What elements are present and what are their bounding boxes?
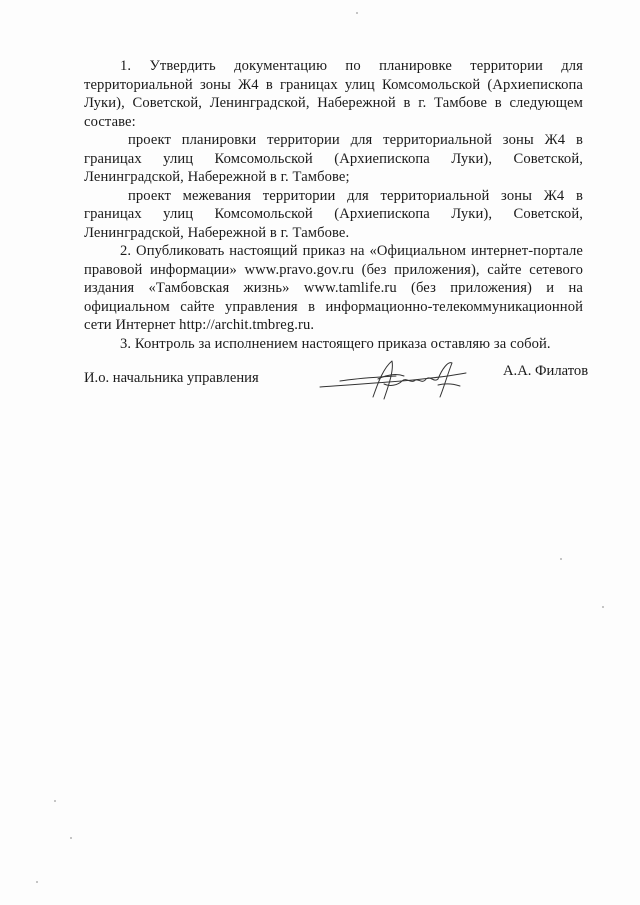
scan-speck [560,558,562,560]
signatory-position: И.о. начальника управления [84,370,259,386]
signature-block [0,363,640,413]
document-body [84,57,583,353]
handwritten-signature [318,357,468,407]
item-1-subitem-land-survey-project: проект межевания территории для территориальной зоны Ж4 в границах улиц Комсомольской (Архиепископа Луки), Советской, Ленинградской, Набережной в г. Тамбове. [84,187,583,241]
scan-speck [356,12,358,14]
scan-speck [602,606,604,608]
item-3-paragraph: 3. Контроль за исполнением настоящего приказа оставляю за собой. [120,335,551,352]
scan-speck [70,837,72,839]
scan-speck [54,800,56,802]
signatory-name: А.А. Филатов [503,363,589,379]
item-2-paragraph: 2. Опубликовать настоящий приказ на «Официальном интернет-портале правовой информации» www.pravo.gov.ru (без приложения), сайте сетевого издания «Тамбовская жизнь» www.tamlife.ru (без приложения) и на официальном сайте управления в информационно-телекоммуникационной сети Интернет http://archit.tmbreg.ru. [84,243,583,333]
item-1-subitem-planning-project: проект планировки территории для территориальной зоны Ж4 в границах улиц Комсомольской (Архиепископа Луки), Советской, Ленинградской, Набережной в г. Тамбове; [84,132,583,185]
scan-speck [36,881,38,883]
item-1-paragraph: 1. Утвердить документацию по планировке территории для территориальной зоны Ж4 в границах улиц Комсомольской (Архиепископа Луки), Советской, Ленинградской, Набережной в г. Тамбове в следующем составе: [84,58,583,130]
